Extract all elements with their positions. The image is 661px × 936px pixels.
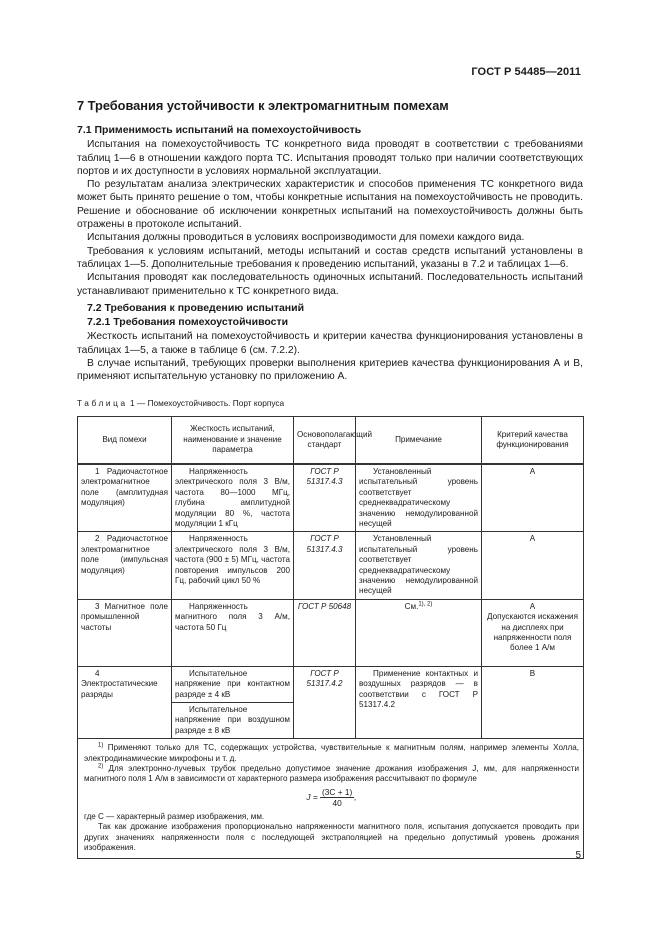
table-notes — [78, 739, 584, 859]
header-cell: Критерий качества функционирования — [482, 416, 584, 464]
paragraph: Испытания проводят как последовательность одиночных испытаний. Последовательность испытаний устанавливают применительно к ТС конкретного вида. — [77, 272, 583, 297]
footnote-1 — [84, 743, 579, 764]
table-row — [78, 464, 584, 532]
cell-type: 1 Радиочастотное электромагнитное поле (амплитудная модуляция) — [78, 464, 172, 532]
paragraph: По результатам анализа электрических характеристик и способов применения ТС конкретного вида может быть принято решение о том, чтобы конкретные испытания на помехоустойчивость не проводить. Решение и обоснование об исключении конкретных испытаний на помехоустойчивость должны быть отражены в протоколе испытаний. — [77, 179, 583, 231]
header-cell: Вид помехи — [78, 416, 172, 464]
footnote-2-mark: 2) — [98, 763, 104, 770]
cell-severity: Напряженность магнитного поля 3 А/м, частота 50 Гц — [172, 599, 294, 666]
cell-severity — [172, 666, 294, 738]
cell-type: 2 Радиочастотное электромагнитное поле (импульсная модуляция) — [78, 532, 172, 599]
cell-standard: ГОСТ Р 51317.4.3 — [294, 464, 356, 532]
formula-denominator: 40 — [332, 798, 342, 809]
header-cell: Примечание — [356, 416, 482, 464]
subsection-7-2-1-title: 7.2.1 Требования помехоустойчивости — [87, 316, 289, 329]
footnote-2 — [84, 764, 579, 785]
cell-note: Применение контактных и воздушных разрядов — в соответствии с ГОСТ Р 51317.4.2 — [356, 666, 482, 738]
paragraph: В случае испытаний, требующих проверки выполнения критериев качества функционирования А и В, применяют испытательную установку по приложению А. — [77, 358, 583, 383]
table-caption-text: 1 — Помехоустойчивость. Порт корпуса — [130, 397, 285, 408]
cell-standard: ГОСТ Р 50648 — [294, 599, 356, 666]
criterion-value: А — [529, 601, 536, 611]
footnote-2-text: Для электронно-лучевых трубок предельно допустимое значение дрожания изображения J, мм, для напряженности магнитного поля 1 А/м в зависимости от характерного размера изображения рассчитывают по формуле — [84, 764, 579, 784]
formula-where: где C — характерный размер изображения, мм. — [84, 811, 265, 821]
cell-criterion: А — [482, 464, 584, 532]
cell-type: 3 Магнитное поле промышленной частоты — [78, 599, 172, 666]
paragraph: Испытания должны проводиться в условиях воспроизводимости для помехи каждого вида. — [87, 232, 525, 244]
cell-severity: Напряженность электрического поля 3 В/м, частота (900 ± 5) МГц, частота повторения импульсов 200 Гц, рабочий цикл 50 % — [172, 532, 294, 599]
subsection-7-1-title: 7.1 Применимость испытаний на помехоустойчивость — [77, 124, 362, 136]
header-cell: Жесткость испытаний, наименование и значение параметра — [172, 416, 294, 464]
formula-fraction — [320, 786, 357, 809]
paragraph: Требования к условиям испытаний, методы испытаний и состав средств испытаний установлены в таблицах 1—5. Дополнительные требования к проведению испытаний, указаны в 7.2 и таблицах 1—6. — [77, 245, 583, 270]
paragraph: Испытания на помехоустойчивость ТС конкретного вида проводят в соответствии с требованиями таблиц 1—6 в отношении каждого порта ТС. Испытания проводят только при наличии соответствующих портов и их доступности в условиях нормальной эксплуатации. — [77, 139, 583, 177]
table-caption — [77, 397, 583, 410]
cell-criterion — [482, 599, 584, 666]
cell-standard: ГОСТ Р 51317.4.2 — [294, 666, 356, 738]
cell-severity: Напряженность электрического поля 3 В/м, частота 80—1000 МГц, глубина амплитудной модуляции 80 %, частота модуляции 1 кГц — [172, 464, 294, 532]
table-row — [78, 666, 584, 738]
footnote-1-mark: 1) — [98, 742, 104, 749]
formula-numerator: (3C + 1) — [322, 786, 353, 797]
cell-note — [356, 599, 482, 666]
severity-contact: Испытательное напряжение при контактном разряде ± 4 кВ — [172, 667, 293, 703]
table-1 — [77, 416, 584, 859]
footnote-1-text: Применяют только для ТС, содержащих устройства, чувствительные к магнитным полям, например элементы Холла, электродинамические микрофоны и т. д. — [84, 743, 580, 763]
page-content — [77, 98, 583, 859]
table-row — [78, 599, 584, 666]
table-row — [78, 532, 584, 599]
footnote-ref: 1), 2) — [418, 601, 433, 608]
criterion-extra: Допускаются искажения на дисплеях при напряженности поля более 1 А/м — [487, 612, 578, 653]
cell-standard: ГОСТ Р 51317.4.3 — [294, 532, 356, 599]
formula — [84, 787, 579, 809]
paragraph: Жесткость испытаний на помехоустойчивость и критерии качества функционирования установлены в таблицах 1—5, а также в таблице 6 (см. 7.2.2). — [77, 331, 583, 356]
footnote-3: Так как дрожание изображения пропорционально напряженности магнитного поля, испытания допускается проводить при других значениях напряженности поля с последующей экстраполяцией на предельно допустимый уровень дрожания изображения. — [84, 822, 579, 852]
severity-air: Испытательное напряжение при воздушном разряде ± 8 кВ — [175, 705, 290, 735]
header-cell: Основополагающий стандарт — [294, 416, 356, 464]
formula-end: , — [354, 791, 357, 802]
subsection-7-2-title: 7.2 Требования к проведению испытаний — [87, 301, 305, 314]
cell-criterion: А — [482, 532, 584, 599]
cell-note: Установленный испытательный уровень соответствует среднеквадратическому значению немодулированной несущей — [356, 532, 482, 599]
cell-type: 4 Электростатические разряды — [78, 666, 172, 738]
section-7-title: 7 Требования устойчивости к электромагнитным помехам — [77, 98, 449, 113]
cell-criterion: В — [482, 666, 584, 738]
standard-number: ГОСТ Р 54485—2011 — [471, 66, 581, 78]
cell-note: Установленный испытательный уровень соответствует среднеквадратическому значению немодулированной несущей — [356, 464, 482, 532]
table-caption-word: Таблица — [77, 397, 128, 408]
table-header-row — [78, 416, 584, 464]
table-notes-row — [78, 739, 584, 859]
formula-lhs: J = — [306, 791, 318, 802]
page-number: 5 — [575, 850, 581, 861]
note-text: См. — [404, 601, 419, 611]
